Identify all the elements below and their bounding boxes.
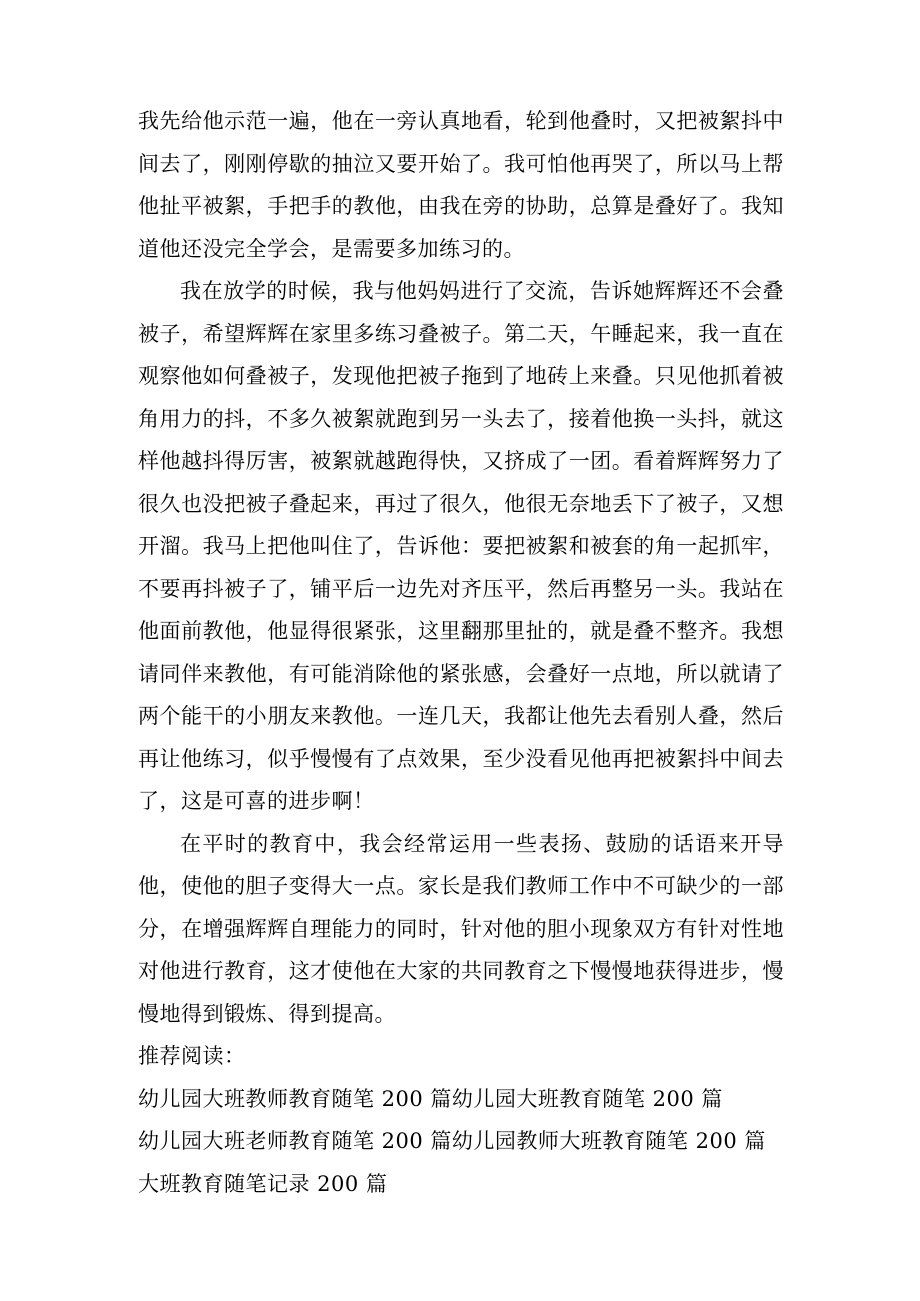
- recommended-link-1[interactable]: 幼儿园大班教师教育随笔 200 篇幼儿园大班教育随笔 200 篇: [138, 1086, 723, 1111]
- paragraph-1: 我先给他示范一遍，他在一旁认真地看，轮到他叠时，又把被絮抖中间去了，刚刚停歇的抽泣又要开始了。我可怕他再哭了，所以马上帮他扯平被絮，手把手的教他，由我在旁的协助，总算是叠好了。我知道他还没完全学会，是需要多加练习的。: [138, 109, 784, 261]
- paragraph-3: 在平时的教育中，我会经常运用一些表扬、鼓励的话语来开导他，使他的胆子变得大一点。家长是我们教师工作中不可缺少的一部分，在增强辉辉自理能力的同时，针对他的胆小现象双方有针对性地对他进行教育，这才使他在大家的共同教育之下慢慢地获得进步，慢慢地得到锻炼、得到提高。: [138, 831, 784, 1026]
- recommended-link-2[interactable]: 幼儿园大班老师教育随笔 200 篇幼儿园教师大班教育随笔 200 篇大班教育随笔记录 200 篇: [138, 1129, 766, 1196]
- recommended-reading-label: 推荐阅读：: [138, 1044, 246, 1068]
- paragraph-2: 我在放学的时候，我与他妈妈进行了交流，告诉她辉辉还不会叠被子，希望辉辉在家里多练习叠被子。第二天，午睡起来，我一直在观察他如何叠被子，发现他把被子拖到了地砖上来叠。只见他抓着被角用力的抖，不多久被絮就跑到另一头去了，接着他换一头抖，就这样他越抖得厉害，被絮就越跑得快，又挤成了一团。看着辉辉努力了很久也没把被子叠起来，再过了很久，他很无奈地丢下了被子，又想开溜。我马上把他叫住了，告诉他：要把被絮和被套的角一起抓牢，不要再抖被子了，铺平后一边先对齐压平，然后再整另一头。我站在他面前教他，他显得很紧张，这里翻那里扯的，就是叠不整齐。我想请同伴来教他，有可能消除他的紧张感，会叠好一点地，所以就请了两个能干的小朋友来教他。一连几天，我都让他先去看别人叠，然后再让他练习，似乎慢慢有了点效果，至少没看见他再把被絮抖中间去了，这是可喜的进步啊！: [138, 279, 784, 813]
- document-page: [138, 100, 784, 1205]
- recommended-reading-list: [138, 1078, 784, 1206]
